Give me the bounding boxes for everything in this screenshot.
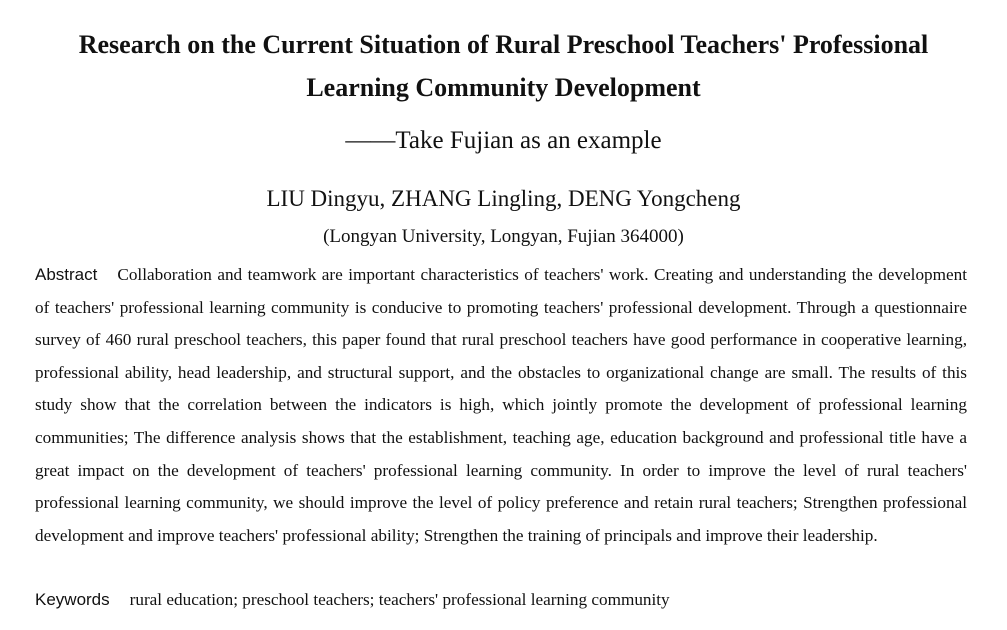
abstract-text: Collaboration and teamwork are important characteristics of teachers' work. Creating and understanding the development of teachers' professional learning community is conducive to promoting teachers' professional development. Through a questionnaire survey of 460 rural preschool teachers, this paper found that rural preschool teachers have good performance in cooperative learning, professional ability, head leadership, and structural support, and the obstacles to organizational change are small. The results of this study show that the correlation between the indicators is high, which jointly promote the development of professional learning communities; The difference analysis shows that the establishment, teaching age, education background and professional title have a great impact on the development of teachers' professional learning community. In order to improve the level of rural teachers' professional learning community, we should improve the level of policy preference and retain rural teachers; Strengthen professional development and improve teachers' professional ability; Strengthen the training of principals and improve their leadership.	[35, 265, 967, 545]
paper-title-line-2: Learning Community Development	[306, 73, 701, 102]
author-affiliation: (Longyan University, Longyan, Fujian 364000)	[323, 226, 684, 247]
keywords-section	[35, 585, 967, 615]
author-list: LIU Dingyu, ZHANG Lingling, DENG Yongcheng	[266, 186, 741, 211]
abstract-section	[35, 259, 967, 552]
keywords-label: Keywords	[35, 590, 110, 609]
abstract-label: Abstract	[35, 265, 98, 284]
paper-subtitle: ——Take Fujian as an example	[345, 127, 662, 154]
keywords-text: rural education; preschool teachers; teachers' professional learning community	[129, 590, 670, 609]
paper-title-line-1: Research on the Current Situation of Rural Preschool Teachers' Professional	[78, 30, 929, 59]
